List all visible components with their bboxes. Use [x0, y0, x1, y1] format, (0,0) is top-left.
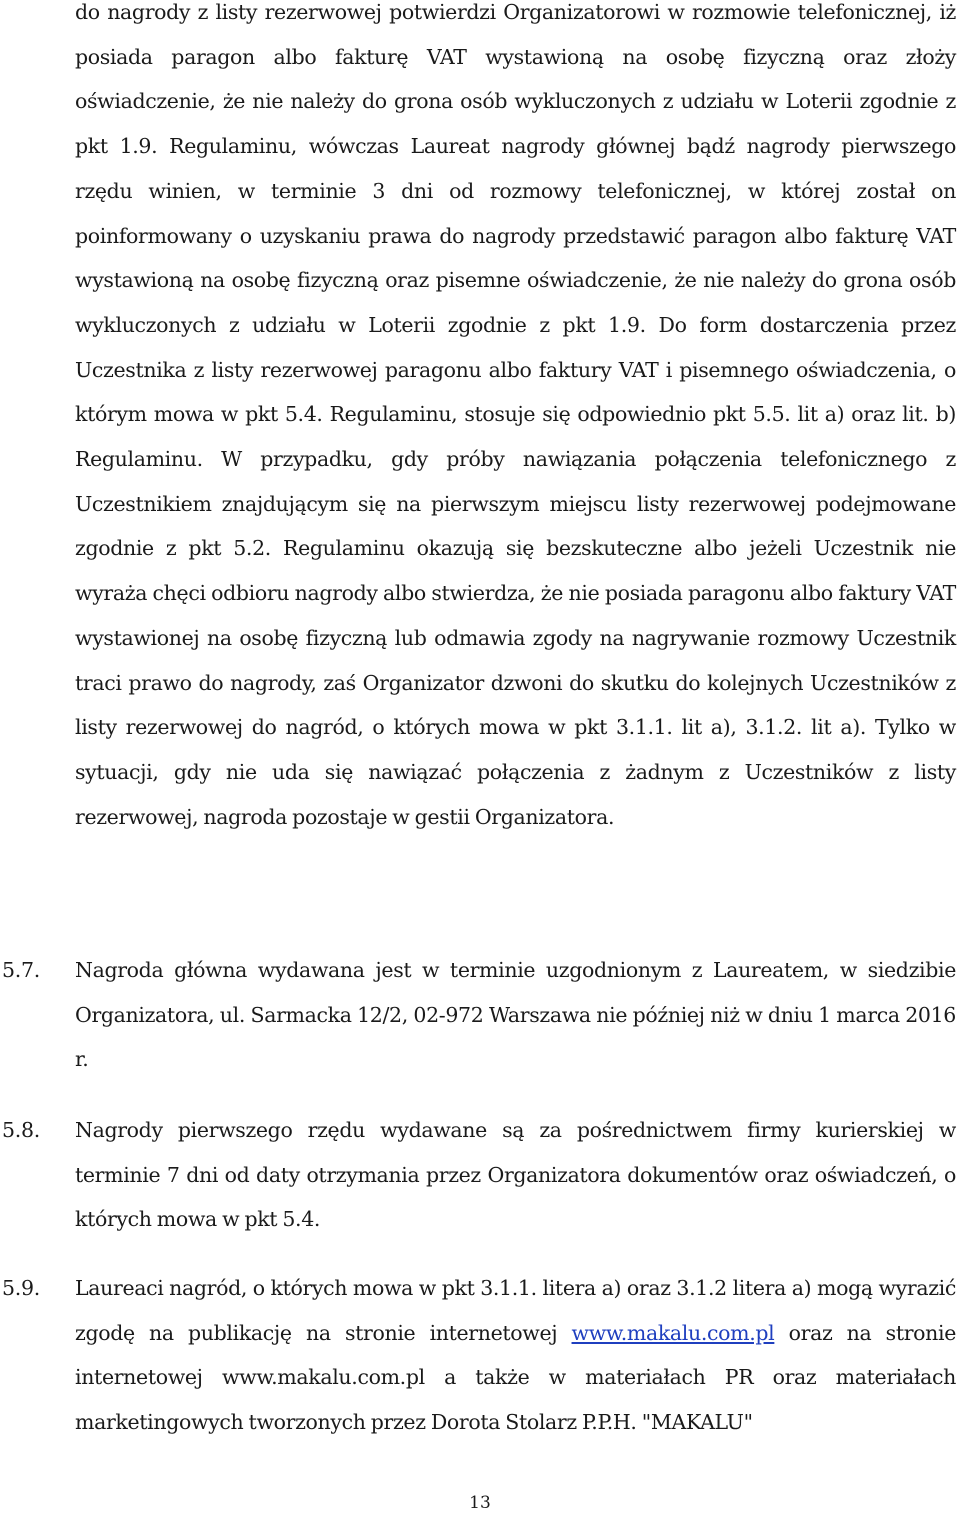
section-text-part: Laureaci nagród, o których mowa w pkt 3.1.1. litera a) oraz 3.1.2 litera a) mogą wyrazić zgodę na publikację na stronie internetowej — [75, 1276, 956, 1345]
section-text: Nagrody pierwszego rzędu wydawane są za pośrednictwem firmy kurierskiej w terminie 7 dni od daty otrzymania przez Organizatora dokumentów oraz oświadczeń, o których mowa w pkt 5.4. — [75, 1118, 956, 1232]
page-number: 13 — [469, 1493, 491, 1513]
website-link[interactable]: www.makalu.com.pl — [571, 1320, 775, 1345]
section-number: 5.8. — [2, 1118, 40, 1142]
section-text: Nagroda główna wydawana jest w terminie uzgodnionym z Laureatem, w siedzibie Organizatora, ul. Sarmacka 12/2, 02-972 Warszawa nie później niż w dniu 1 marca 2016 r. — [75, 958, 956, 1072]
section-text — [75, 1266, 956, 1445]
continuation-paragraph: do nagrody z listy rezerwowej potwierdzi Organizatorowi w rozmowie telefonicznej, iż posiada paragon albo fakturę VAT wystawioną na osobę fizyczną oraz złoży oświadczenie, że nie należy do grona osób wykluczonych z udziału w Loterii zgodnie z pkt 1.9. Regulaminu, wówczas Laureat nagrody głównej bądź nagrody pierwszego rzędu winien, w terminie 3 dni od rozmowy telefonicznej, w której został on poinformowany o uzyskaniu prawa do nagrody przedstawić paragon albo fakturę VAT wystawioną na osobę fizyczną oraz pisemne oświadczenie, że nie należy do grona osób wykluczonych z udziału w Loterii zgodnie z pkt 1.9. Do form dostarczenia przez Uczestnika z listy rezerwowej paragonu albo faktury VAT i pisemnego oświadczenia, o którym mowa w pkt 5.4. Regulaminu, stosuje się odpowiednio pkt 5.5. lit a) oraz lit. b) Regulaminu. W przypadku, gdy próby nawiązania połączenia telefonicznego z Uczestnikiem znajdującym się na pierwszym miejscu listy rezerwowej podejmowane zgodnie z pkt 5.2. Regulaminu okazują się bezskuteczne albo jeżeli Uczestnik nie wyraża chęci odbioru nagrody albo stwierdza, że nie posiada paragonu albo faktury VAT wystawionej na osobę fizyczną lub odmawia zgody na nagrywanie rozmowy Uczestnik traci prawo do nagrody, zaś Organizator dzwoni do skutku do kolejnych Uczestników z listy rezerwowej do nagród, o których mowa w pkt 3.1.1. lit a), 3.1.2. lit a). Tylko w sytuacji, gdy nie uda się nawiązać połączenia z żadnym z Uczestników z listy rezerwowej, nagroda pozostaje w gestii Organizatora. — [75, 0, 956, 829]
section-text-part: oraz na stronie internetowej www.makalu.com.pl a także w materiałach PR oraz materiałach marketingowych tworzonych przez Dorota Stolarz P.P.H. "MAKALU" — [75, 1320, 956, 1435]
section-number: 5.9. — [2, 1276, 40, 1300]
section-number: 5.7. — [2, 958, 40, 982]
